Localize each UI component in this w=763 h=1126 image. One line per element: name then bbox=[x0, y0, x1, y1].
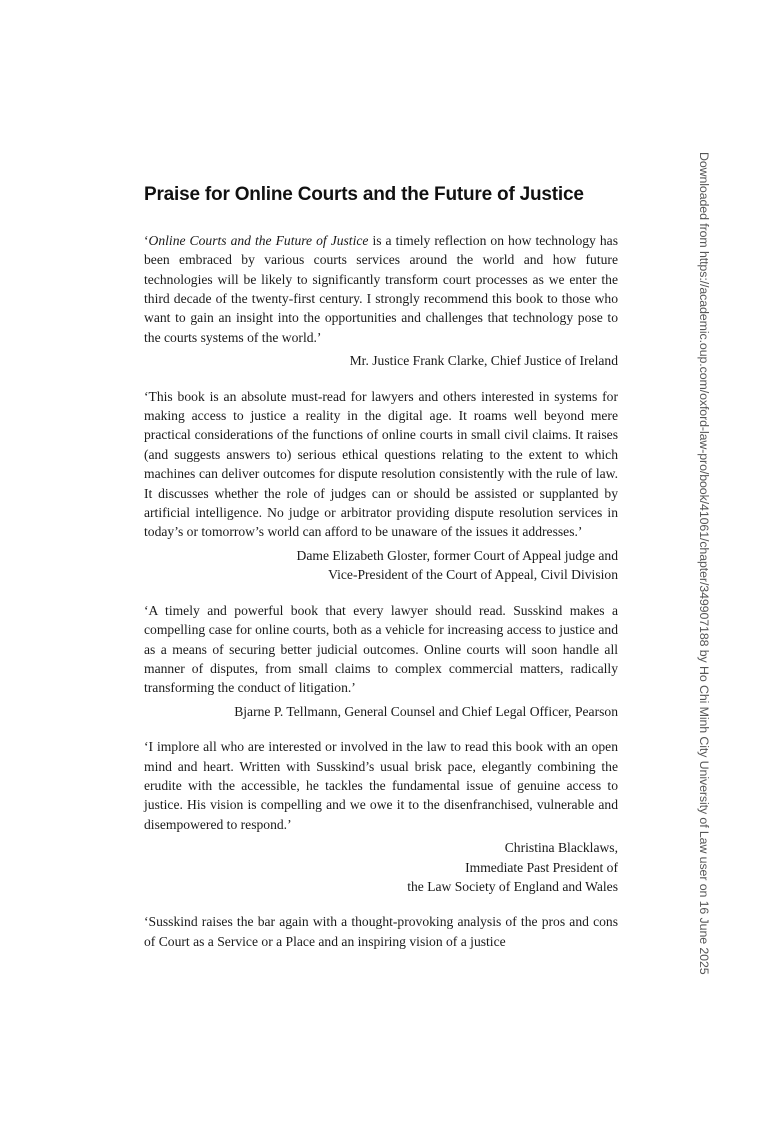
quote-1 bbox=[144, 231, 618, 347]
page-content bbox=[144, 184, 618, 955]
quote-3: ‘A timely and powerful book that every lawyer should read. Susskind makes a compelling case for online courts, both as a vehicle for increasing access to justice and as a means of securing better judicial outcomes. Online courts will soon handle all manner of disputes, from small claims to complex commercial matters, radically transforming the conduct of litigation.’ bbox=[144, 602, 618, 696]
quote-4-attribution bbox=[144, 838, 618, 896]
quote-1-text: is a timely reflection on how technology has been embraced by various courts services around the world and how future technologies will be likely to significantly transform court processes as we enter the third decade of the twenty-first century. I strongly recommend this book to those who want to gain an insight into the opportunities and challenges that technology pose to the courts systems of the world.’ bbox=[144, 232, 618, 345]
quote-1-book-title: Online Courts and the Future of Justice bbox=[148, 232, 369, 248]
quote-1-open: ‘ bbox=[144, 232, 149, 248]
attribution-line: Vice-President of the Court of Appeal, Civil Division bbox=[328, 567, 618, 583]
attribution-line: Immediate Past President of bbox=[465, 859, 618, 875]
quote-2-attribution bbox=[144, 546, 618, 585]
quote-4: ‘I implore all who are interested or involved in the law to read this book with an open mind and heart. Written with Susskind’s usual brisk pace, elegantly combining the erudite with the accessible, he tackles the fundamental issue of genuine access to justice. His vision is compelling and we owe it to the disenfranchised, vulnerable and disempowered to respond.’ bbox=[144, 739, 618, 832]
attribution-line: Mr. Justice Frank Clarke, Chief Justice of Ireland bbox=[349, 353, 618, 369]
attribution-line: the Law Society of England and Wales bbox=[407, 878, 618, 894]
download-watermark bbox=[696, 152, 716, 1012]
page-title: Praise for Online Courts and the Future of Justice bbox=[144, 184, 584, 205]
attribution-line: Christina Blacklaws, bbox=[504, 840, 618, 856]
attribution-line: Bjarne P. Tellmann, General Counsel and Chief Legal Officer, Pearson bbox=[234, 703, 618, 719]
quote-3-attribution bbox=[144, 702, 618, 721]
quote-1-attribution bbox=[144, 351, 618, 370]
download-watermark-text: Downloaded from https://academic.oup.com/oxford-law-pro/book/41061/chapter/349907188 by Ho Chi Minh City University of Law user on 16 June 2025 bbox=[697, 152, 711, 975]
quote-2: ‘This book is an absolute must-read for lawyers and others interested in systems for making access to justice a reality in the digital age. It roams well beyond mere practical considerations of the functions of online courts in small civil claims. It raises (and suggests answers to) serious ethical questions relating to the extent to which machines can deliver outcomes for dispute resolution consistently with the rule of law. It discusses whether the role of judges can or should be assisted or supplanted by artificial intelligence. No judge or arbitrator providing dispute resolution services in today’s or tomorrow’s world can afford to be unaware of the issues it addresses.’ bbox=[144, 388, 618, 540]
attribution-line: Dame Elizabeth Gloster, former Court of Appeal judge and bbox=[296, 547, 618, 563]
quote-5: ‘Susskind raises the bar again with a thought-provoking analysis of the pros and cons of Court as a Service or a Place and an inspiring vision of a justice bbox=[144, 914, 618, 949]
